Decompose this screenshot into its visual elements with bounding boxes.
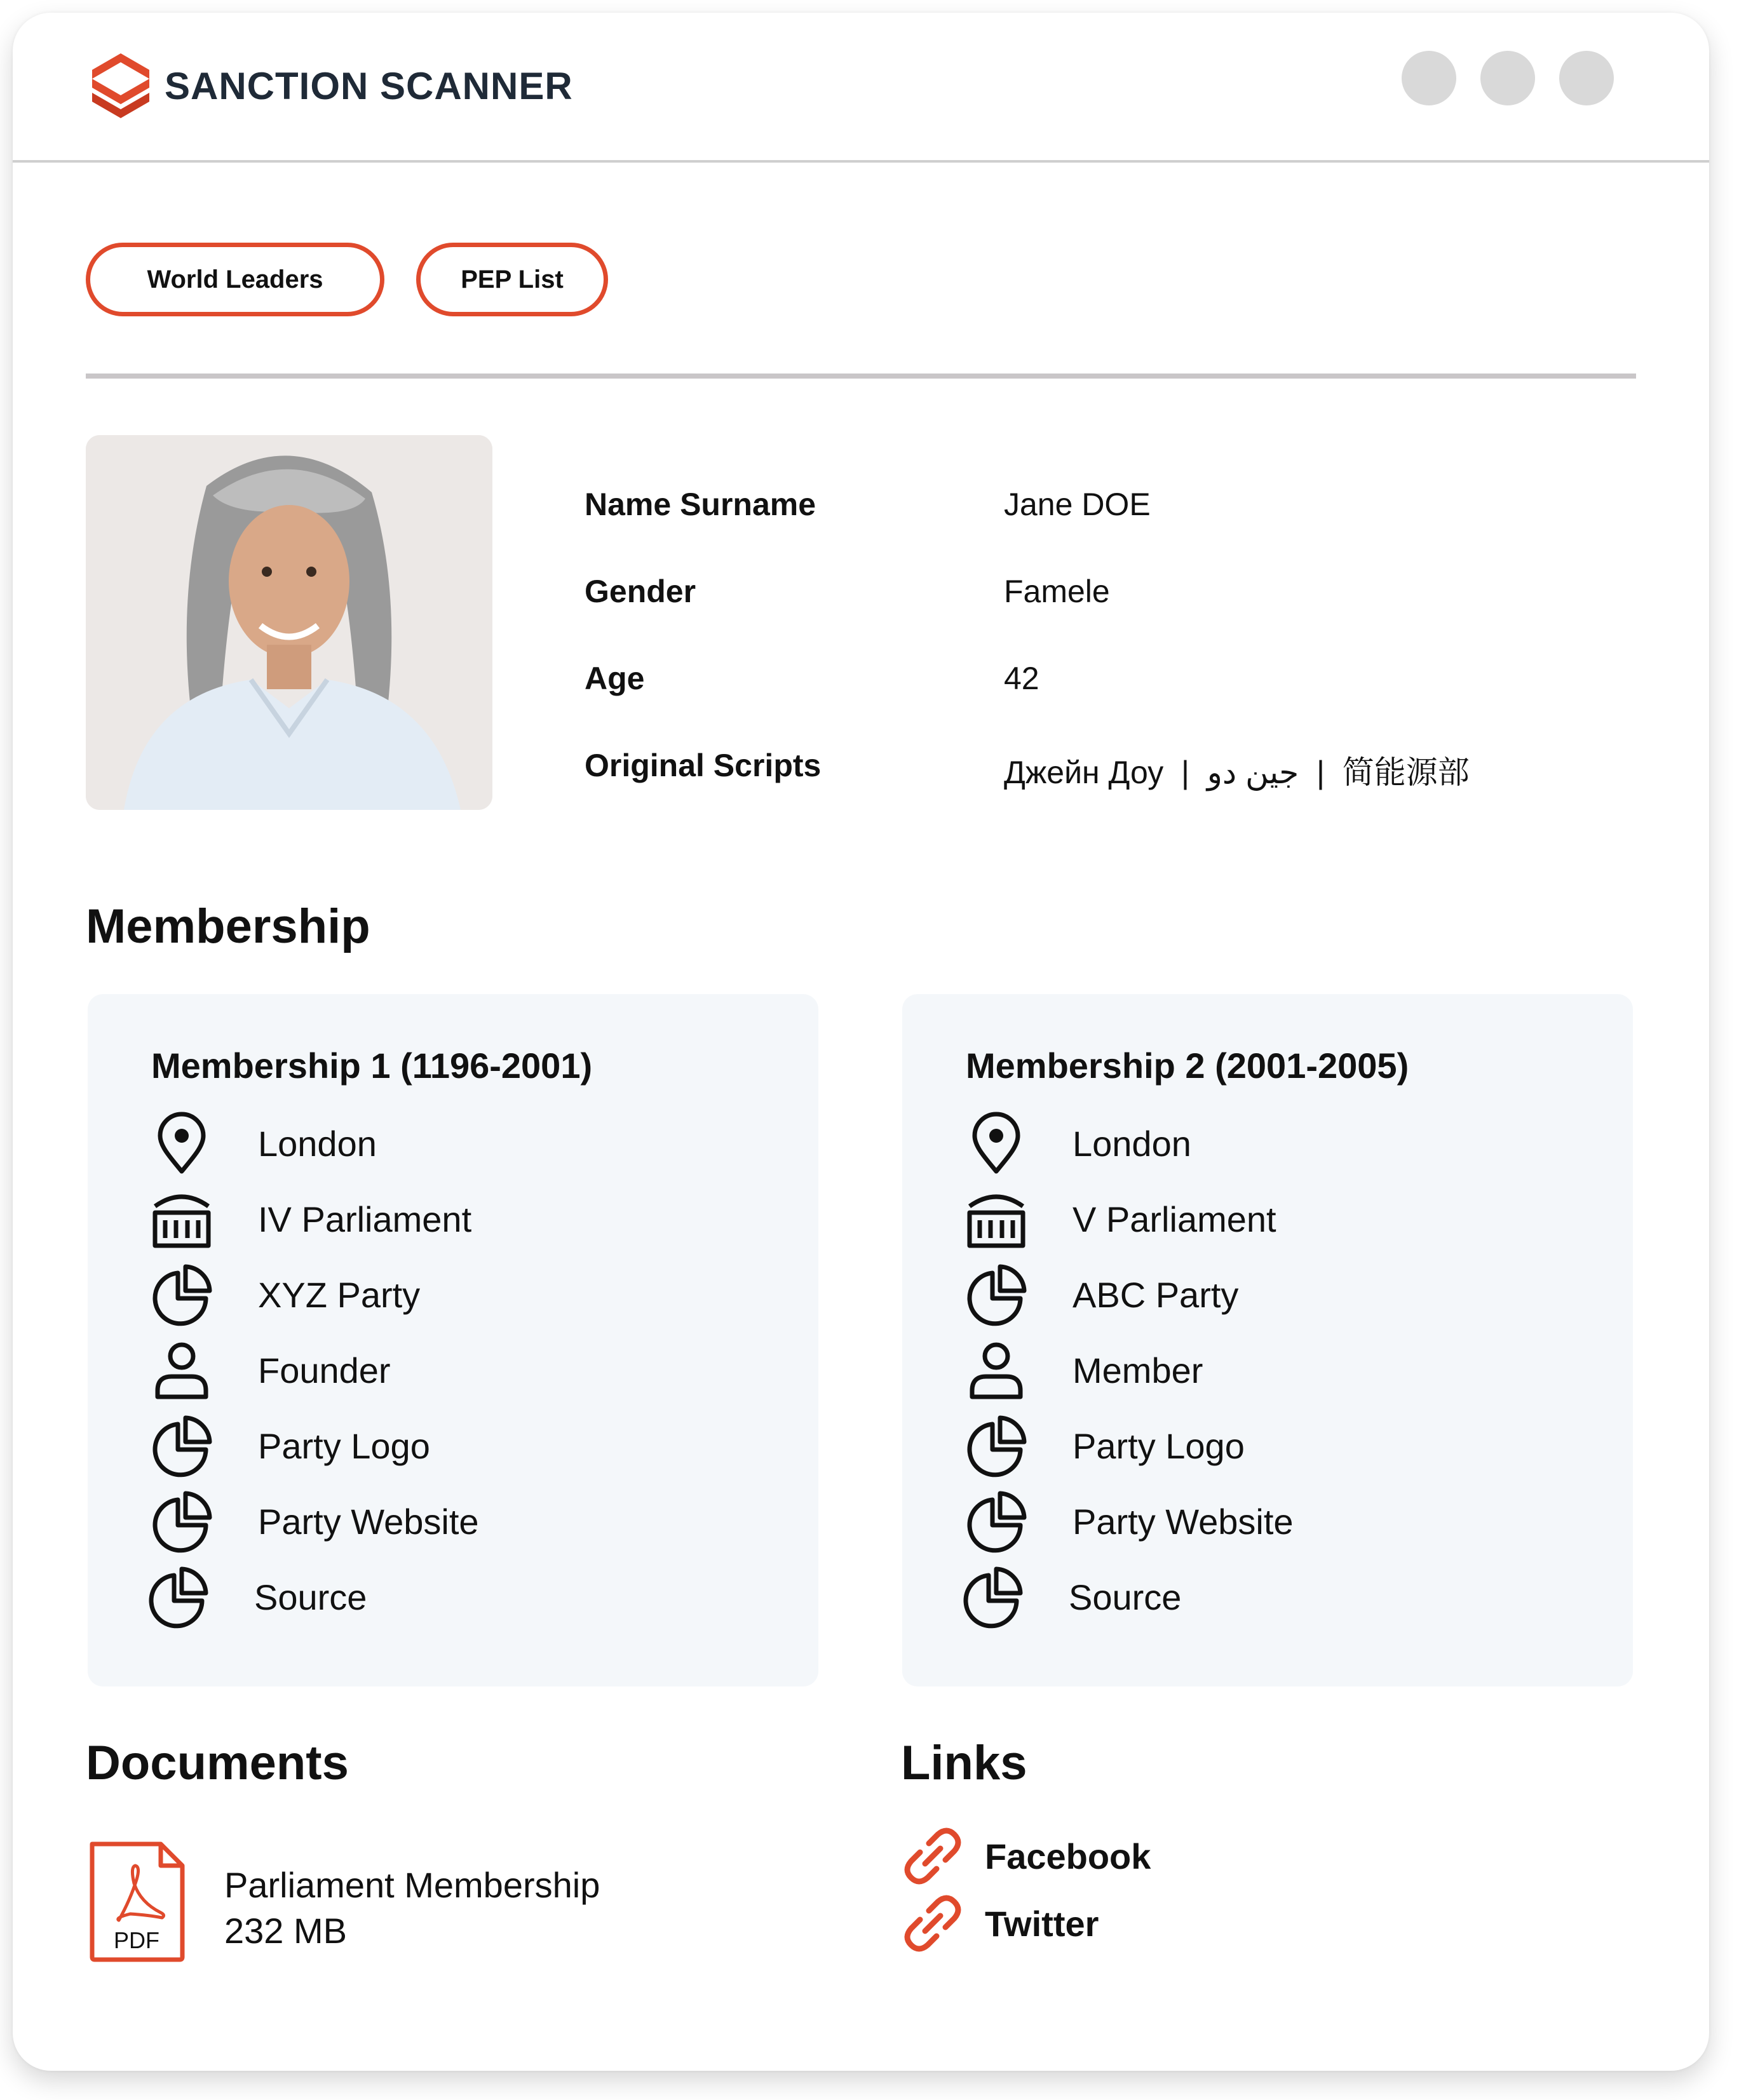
pdf-file-icon (86, 1839, 187, 1963)
membership-item-role (964, 1338, 1203, 1402)
pie-chart-icon (964, 1263, 1028, 1326)
window-dot[interactable] (1559, 51, 1614, 105)
document-size: 232 MB (224, 1911, 347, 1951)
membership-item-source[interactable] (146, 1565, 367, 1629)
membership-item-source[interactable] (961, 1565, 1182, 1629)
profile-portrait-illustration (86, 435, 492, 810)
pdf-badge-label: PDF (114, 1927, 159, 1953)
membership-item-text: Source (254, 1577, 367, 1617)
sanction-scanner-logo-icon (86, 51, 156, 121)
membership-item-party-website[interactable] (964, 1490, 1294, 1553)
pie-chart-icon (146, 1565, 210, 1629)
links-heading: Links (901, 1736, 1027, 1790)
membership-item-text: Party Website (1072, 1501, 1294, 1542)
brand-logo[interactable] (86, 44, 573, 127)
link-twitter[interactable] (901, 1892, 1099, 1955)
info-label: Gender (585, 574, 696, 609)
membership-item-role (150, 1338, 391, 1402)
pie-chart-icon (964, 1490, 1028, 1553)
link-icon (901, 1892, 964, 1955)
pie-chart-icon (150, 1414, 213, 1477)
membership-item-text: London (1072, 1123, 1191, 1164)
membership-item-party (964, 1263, 1239, 1326)
membership-card-1 (88, 994, 818, 1686)
info-value-name: Jane DOE (1004, 487, 1151, 522)
membership-item-text: Founder (258, 1350, 391, 1390)
membership-item-text: Party Website (258, 1501, 479, 1542)
pie-chart-icon (961, 1565, 1024, 1629)
membership-heading: Membership (86, 899, 370, 953)
membership-item-text: XYZ Party (258, 1274, 421, 1315)
membership-item-parliament (150, 1187, 472, 1251)
documents-heading: Documents (86, 1736, 349, 1790)
membership-item-location (150, 1112, 377, 1175)
membership-item-text: Source (1069, 1577, 1182, 1617)
membership-item-party-logo[interactable] (150, 1414, 430, 1477)
info-value-gender: Famele (1004, 574, 1110, 609)
pie-chart-icon (150, 1263, 213, 1326)
pie-chart-icon (150, 1490, 213, 1553)
membership-item-text: V Parliament (1072, 1199, 1276, 1239)
brand-name: SANCTION SCANNER (165, 64, 573, 107)
window-controls (1402, 51, 1614, 105)
profile-window (13, 13, 1709, 2071)
person-icon (964, 1338, 1028, 1402)
parliament-building-icon (964, 1187, 1028, 1251)
membership-item-text: Party Logo (1072, 1425, 1245, 1466)
membership-item-location (964, 1112, 1191, 1175)
info-value-original-scripts: Джейн Доу | جين دو | 简能源部 (1004, 755, 1470, 790)
membership-item-text: London (258, 1123, 377, 1164)
info-value-age: 42 (1004, 661, 1039, 696)
membership-title: Membership 2 (2001-2005) (966, 1046, 1409, 1086)
membership-item-text: Party Logo (258, 1425, 430, 1466)
location-pin-icon (150, 1112, 213, 1175)
membership-item-text: ABC Party (1072, 1274, 1239, 1315)
profile-photo (86, 435, 492, 810)
info-label: Age (585, 661, 645, 696)
section-divider (86, 374, 1636, 379)
membership-item-text: Member (1072, 1350, 1203, 1390)
link-label: Facebook (985, 1836, 1151, 1876)
link-facebook[interactable] (901, 1824, 1151, 1888)
info-label: Name Surname (585, 487, 816, 522)
tab-world-leaders[interactable]: World Leaders (86, 243, 384, 316)
tab-pep-list[interactable]: PEP List (416, 243, 608, 316)
person-icon (150, 1338, 213, 1402)
membership-item-party-logo[interactable] (964, 1414, 1245, 1477)
list-tabs (86, 243, 608, 316)
title-bar (13, 13, 1709, 163)
link-icon (901, 1824, 964, 1888)
membership-title: Membership 1 (1196-2001) (151, 1046, 593, 1086)
parliament-building-icon (150, 1187, 213, 1251)
window-dot[interactable] (1480, 51, 1535, 105)
membership-item-party-website[interactable] (150, 1490, 479, 1553)
membership-item-text: IV Parliament (258, 1199, 472, 1239)
membership-item-party (150, 1263, 421, 1326)
location-pin-icon (964, 1112, 1028, 1175)
info-label: Original Scripts (585, 748, 822, 783)
membership-card-2 (902, 994, 1633, 1686)
pie-chart-icon (964, 1414, 1028, 1477)
window-dot[interactable] (1402, 51, 1456, 105)
membership-item-parliament (964, 1187, 1276, 1251)
link-label: Twitter (985, 1903, 1099, 1944)
document-name: Parliament Membership (224, 1865, 600, 1905)
